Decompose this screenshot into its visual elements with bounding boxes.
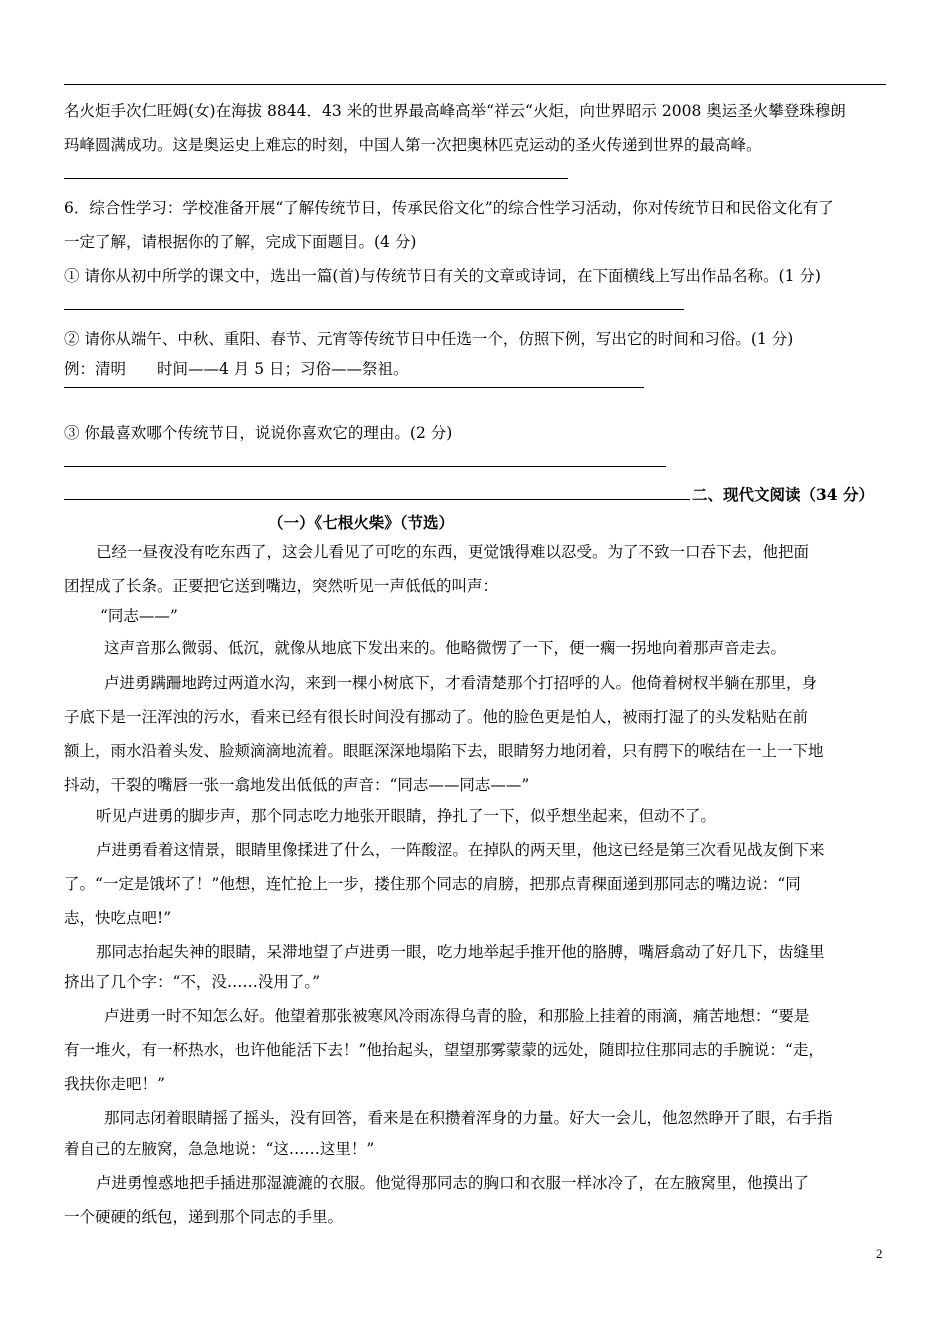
- passage-line: 卢进勇惶惑地把手插进那湿漉漉的衣服。他觉得那同志的胸口和衣服一样冰冷了，在左腋窝里，他摸出了: [96, 1174, 810, 1192]
- passage-line: 卢进勇蹒跚地跨过两道水沟，来到一棵小树底下，才看清楚那个打招呼的人。他倚着树杈半躺在那里，身: [104, 674, 818, 692]
- section-title: 二、现代文阅读（34 分）: [692, 485, 874, 504]
- q6-example: 例：清明 时间——4 月 5 日；习俗——祭祖。: [64, 360, 409, 378]
- passage-line: 一个硬硬的纸包，递到那个同志的手里。: [64, 1208, 344, 1226]
- passage-line: 那同志闭着眼睛摇了摇头，没有回答，看来是在积攒着浑身的力量。好大一会儿，他忽然睁开了眼，右手指: [104, 1109, 833, 1127]
- passage-line: 卢进勇看着这情景，眼睛里像揉进了什么，一阵酸涩。在掉队的两天里，他这已经是第三次看见战友倒下来: [96, 841, 825, 859]
- passage-line: 听见卢进勇的脚步声，那个同志吃力地张开眼睛，挣扎了一下，似乎想坐起来，但动不了。: [96, 807, 717, 825]
- passage-line: 着自己的左腋窝，急急地说：“这……这里！”: [64, 1140, 375, 1158]
- answer-line[interactable]: [64, 309, 684, 310]
- passage-line: “同志——”: [100, 607, 178, 625]
- q6-line-1: 6．综合性学习：学校准备开展“了解传统节日，传承民俗文化”的综合性学习活动，你对传统节日和民俗文化有了: [64, 199, 834, 217]
- passage-title: （一）《七根火柴》（节选）: [268, 513, 455, 532]
- passage-line: 子底下是一汪浑浊的污水，看来已经有很长时间没有挪动了。他的脸色更是怕人，被雨打湿了的头发粘贴在前: [64, 708, 809, 726]
- passage-line: 抖动，干裂的嘴唇一张一翕地发出低低的声音：“同志——同志——”: [64, 776, 530, 794]
- q6-sub-2: ② 请你从端午、中秋、重阳、春节、元宵等传统节日中任选一个，仿照下例，写出它的时间和习俗。(1 分): [64, 330, 794, 348]
- passage-line: 志，快吃点吧!”: [64, 909, 172, 927]
- passage-line: 了。“一定是饿坏了！”他想，连忙抢上一步，搂住那个同志的肩膀，把那点青稞面递到那同志的嘴边说：“同: [64, 875, 801, 893]
- passage-line: 卢进勇一时不知怎么好。他望着那张被寒风冷雨冻得乌青的脸，和那脸上挂着的雨滴，痛苦地想：“要是: [104, 1007, 810, 1025]
- page-number: 2: [876, 1246, 883, 1261]
- passage-line: 这声音那么微弱、低沉，就像从地底下发出来的。他略微愣了一下，便一瘸一拐地向着那声音走去。: [104, 639, 787, 657]
- passage-line: 挤出了几个字：“不，没……没用了。”: [64, 973, 321, 991]
- intro-line-2: 玛峰圆满成功。这是奥运史上难忘的时刻，中国人第一次把奥林匹克运动的圣火传递到世界的最高峰。: [64, 136, 762, 154]
- passage-line: 那同志抬起失神的眼睛，呆滞地望了卢进勇一眼，吃力地举起手推开他的胳膊，嘴唇翕动了好几下，齿缝里: [96, 943, 825, 961]
- passage-line: 团捏成了长条。正要把它送到嘴边，突然听见一声低低的叫声：: [64, 577, 499, 595]
- top-rule: [64, 84, 886, 85]
- passage-line: 我扶你走吧！”: [64, 1075, 165, 1093]
- q6-line-2: 一定了解，请根据你的了解，完成下面题目。(4 分): [64, 233, 417, 251]
- passage-line: 有一堆火，有一杯热水，也许他能活下去！”他抬起头，望望那雾蒙蒙的远处，随即拉住那同志的手腕说：“走，: [64, 1041, 824, 1059]
- answer-line[interactable]: [64, 387, 644, 388]
- intro-line-1: 名火炬手次仁旺姆(女)在海拔 8844．43 米的世界最高峰高举“祥云“火炬，向世界昭示 2008 奥运圣火攀登珠穆朗: [64, 102, 846, 120]
- answer-line[interactable]: [64, 466, 666, 467]
- q6-sub-3: ③ 你最喜欢哪个传统节日，说说你喜欢它的理由。(2 分): [64, 424, 453, 442]
- passage-line: 已经一昼夜没有吃东西了，这会儿看见了可吃的东西，更觉饿得难以忍受。为了不致一口吞下去，他把面: [96, 543, 810, 561]
- q6-sub-1: ① 请你从初中所学的课文中，选出一篇(首)与传统节日有关的文章或诗词，在下面横线上写出作品名称。(1 分): [64, 267, 821, 285]
- passage-line: 额上，雨水沿着头发、脸颊滴滴地流着。眼眶深深地塌陷下去，眼睛努力地闭着，只有腭下的喉结在一上一下地: [64, 742, 824, 760]
- answer-line[interactable]: [64, 499, 690, 500]
- answer-line: [64, 178, 568, 179]
